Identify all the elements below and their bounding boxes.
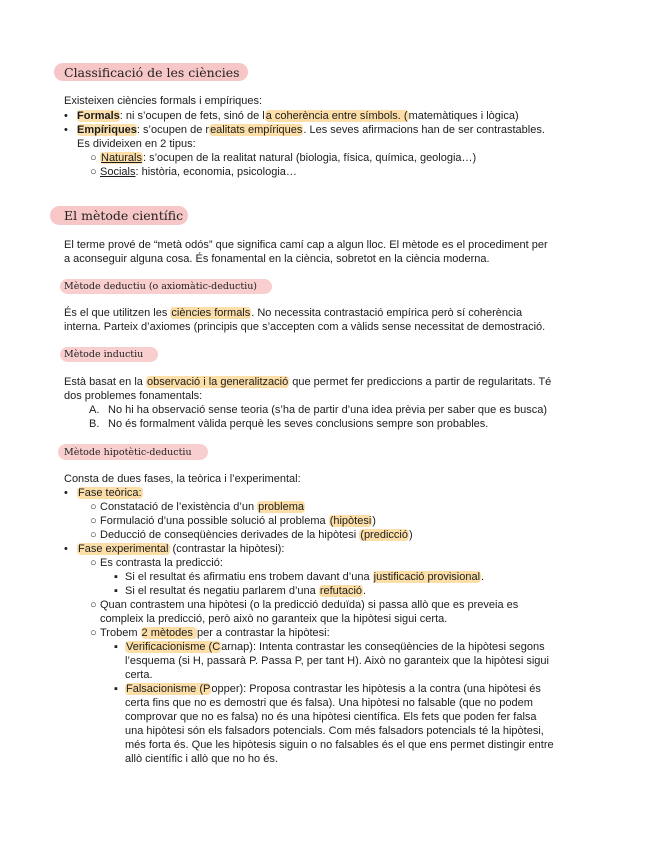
circle-bullet-icon: ○	[90, 515, 97, 527]
circle-bullet-icon: ○	[90, 166, 97, 178]
list-item: Es contrasta la predicció:	[100, 557, 223, 569]
list-item-a: No hi ha observació sense teoria (s’ha de partir d’una idea prèvia per saber que es busca)	[108, 404, 548, 416]
bullet-icon: •	[64, 124, 68, 136]
list-item-naturals: Naturals: s’ocupen de la realitat natural (biologia, física, química, geologia…)	[101, 152, 477, 164]
list-item-cont: allò científic i allò que no ho és.	[125, 753, 278, 765]
circle-bullet-icon: ○	[90, 501, 97, 513]
list-item-cont: més forta és. Que les hipòtesis siguin o no falsables és el que ens permet distingir entre	[125, 739, 554, 751]
list-item-socials: Socials: història, economia, psicologia…	[100, 166, 297, 178]
circle-bullet-icon: ○	[90, 529, 97, 541]
paragraph-line: a aconseguir alguna cosa. És fonamental en la ciència, sobretot en la ciència moderna.	[64, 253, 490, 265]
paragraph-intro: Existeixen ciències formals i empíriques:	[64, 95, 263, 107]
list-item-cont: compleix la predicció, però això no garanteix que la hipòtesi sigui certa.	[100, 613, 448, 625]
list-item-fase-experimental: Fase experimental (contrastar la hipòtesi):	[78, 543, 285, 555]
list-item-empiriques-cont: Es divideixen en 2 tipus:	[77, 138, 196, 150]
list-item-cont: certa fins que no es demostri que és falsa). Una hipòtesi no falsable (que no podem	[125, 697, 533, 709]
subheading-deductiu: Mètode deductiu (o axiomàtic-deductiu)	[64, 281, 258, 292]
list-item-cont: una hipòtesi són els falsadors potencials. Com més falsadors potencials té la hipòtesi,	[125, 725, 544, 737]
list-item-cont: l’esquema (si H, passarà P. Passa P, per tant H). Això no garanteix que la hipòtesi sigui	[125, 655, 549, 667]
list-item-fase-teorica: Fase teòrica:	[78, 487, 142, 499]
paragraph-line: dos problemes fonamentals:	[64, 390, 203, 402]
list-item-formals: Formals: ni s’ocupen de fets, sinó de la coherència entre símbols. (matemàtiques i lògica)	[77, 110, 519, 122]
circle-bullet-icon: ○	[90, 599, 97, 611]
bullet-icon: •	[64, 543, 68, 555]
paragraph-line: Està basat en la observació i la generalització que permet fer prediccions a partir de regularitats. Té	[64, 376, 552, 388]
list-item: Formulació d’una possible solució al problema (hipòtesi)	[100, 515, 376, 527]
list-item: Trobem 2 mètodes per a contrastar la hipòtesi:	[100, 627, 330, 639]
list-item: Quan contrastem una hipòtesi (o la predicció deduïda) si passa allò que es preveia es	[100, 599, 519, 611]
square-bullet-icon: ▪	[114, 571, 118, 583]
subheading-inductiu: Mètode inductiu	[64, 349, 144, 360]
subheading-hipotetic: Mètode hipotètic-deductiu	[64, 447, 192, 458]
circle-bullet-icon: ○	[90, 627, 97, 639]
list-marker: A.	[89, 404, 100, 416]
list-item: Constatació de l’existència d’un problema	[100, 501, 305, 513]
paragraph-line: Consta de dues fases, la teòrica i l’experimental:	[64, 473, 301, 485]
circle-bullet-icon: ○	[90, 152, 97, 164]
paragraph-line: interna. Parteix d’axiomes (principis que s’accepten com a vàlids sense necessitat de demostració.	[64, 321, 546, 333]
list-item-b: No és formalment vàlida perquè les seves conclusions sempre son probables.	[108, 418, 489, 430]
list-item-falsacionisme: Falsacionisme (Popper): Proposa contrastar les hipòtesis a la contra (una hipòtesi és	[126, 683, 541, 695]
list-item-cont: certa.	[125, 669, 153, 681]
square-bullet-icon: ▪	[114, 683, 118, 695]
list-item-verificacionisme: Verificacionisme (Carnap): Intenta contrastar les conseqüències de la hipòtesi segons	[126, 641, 545, 653]
paragraph-line: El terme prové de “metà odós” que significa camí cap a algun lloc. El mètode es el procediment per	[64, 239, 548, 251]
heading-metode-cientific: El mètode científic	[64, 208, 184, 223]
paragraph-line: És el que utilitzen les ciències formals. No necessita contrastació empírica però sí coherència	[64, 307, 523, 319]
bullet-icon: •	[64, 487, 68, 499]
list-item: Si el resultat és afirmatiu ens trobem davant d’una justificació provisional.	[125, 571, 485, 583]
heading-classificacio: Classificació de les ciències	[64, 65, 240, 80]
list-item-cont: comprovar que no es falsa) no és una hipòtesi científica. Els fets que poden fer falsa	[125, 711, 537, 723]
list-marker: B.	[89, 418, 100, 430]
list-item: Deducció de conseqüències derivades de la hipòtesi (predicció)	[100, 529, 413, 541]
square-bullet-icon: ▪	[114, 585, 118, 597]
list-item: Si el resultat és negatiu parlarem d’una refutació.	[125, 585, 367, 597]
list-item-empiriques: Empíriques: s’ocupen de realitats empíriques. Les seves afirmacions han de ser contrastables.	[77, 124, 545, 136]
circle-bullet-icon: ○	[90, 557, 97, 569]
square-bullet-icon: ▪	[114, 641, 118, 653]
bullet-icon: •	[64, 110, 68, 122]
